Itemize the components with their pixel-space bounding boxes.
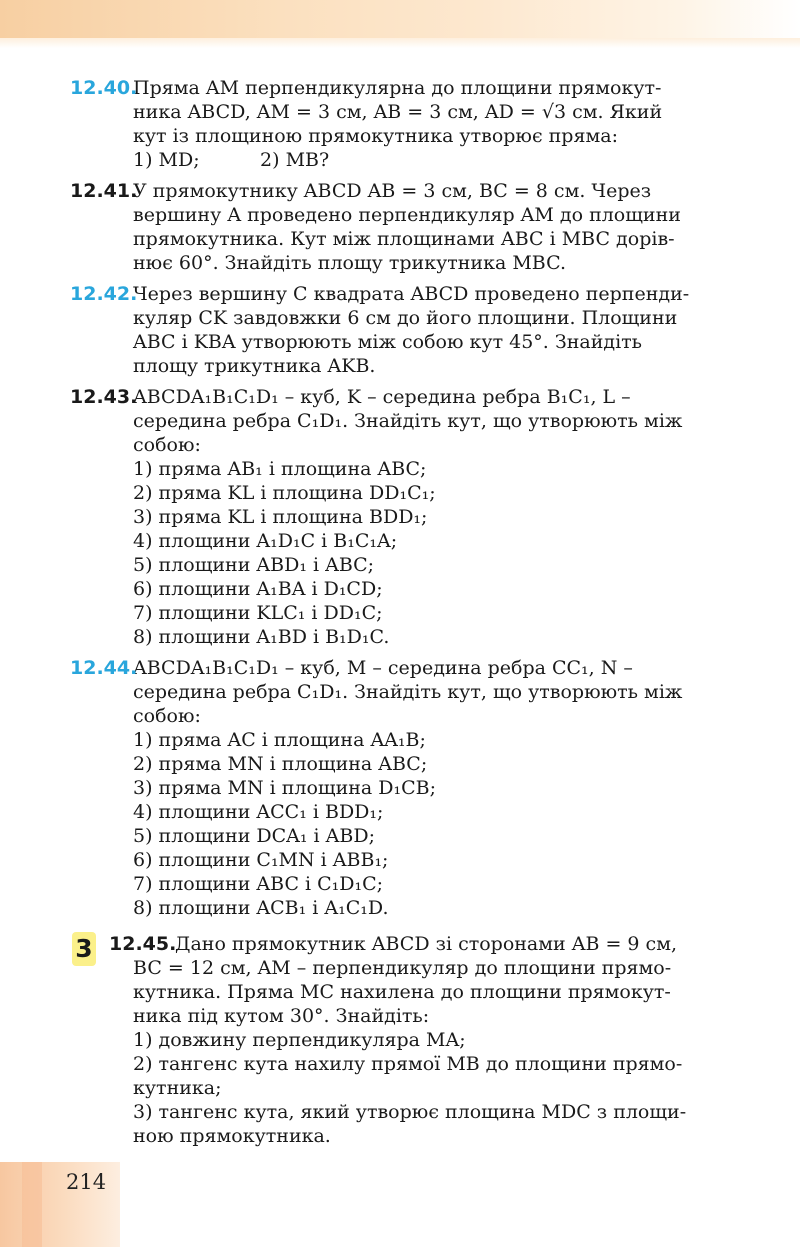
decorative-stripe (22, 1162, 42, 1247)
list-item: 3) тангенс кута, який утворює площина MDC з площи- (133, 1101, 687, 1123)
problem-text (133, 932, 724, 1148)
top-decorative-band (0, 0, 800, 38)
list-item: 8) площини ACB₁ і A₁C₁D. (133, 897, 389, 919)
problem-text (133, 179, 724, 275)
problem-12-44 (0, 656, 800, 920)
text-line: собою: (133, 705, 201, 727)
problem-number: 12.44. (70, 657, 138, 679)
list-item: 6) площини A₁BA і D₁CD; (133, 578, 383, 600)
text-line: BC = 12 см, AM – перпендикуляр до площини прямо- (133, 957, 672, 979)
problem-number: 12.40. (70, 77, 138, 99)
text-line: ника під кутом 30°. Знайдіть: (133, 1005, 430, 1027)
list-item: 1) довжину перпендикуляра MA; (133, 1029, 466, 1051)
text-line: собою: (133, 434, 201, 456)
text-line: прямокутника. Кут між площинами ABC і MBC дорів- (133, 228, 675, 250)
page-number: 214 (66, 1170, 107, 1194)
text-line: середина ребра C₁D₁. Знайдіть кут, що утворюють між (133, 681, 683, 703)
list-item: 3) пряма KL і площина BDD₁; (133, 506, 428, 528)
problem-12-41 (0, 179, 800, 275)
list-item: 4) площини ACC₁ і BDD₁; (133, 801, 384, 823)
list-item: 1) пряма AC і площина AA₁B; (133, 729, 426, 751)
page-content (0, 76, 800, 1155)
list-item: ною прямокутника. (133, 1125, 331, 1147)
problem-number: 12.43. (70, 386, 138, 408)
text-line: нює 60°. Знайдіть площу трикутника MBC. (133, 252, 567, 274)
list-item: 7) площини ABC і C₁D₁C; (133, 873, 384, 895)
list-item: 2) пряма MN і площина ABC; (133, 753, 428, 775)
problem-12-43 (0, 385, 800, 649)
text-line: ника ABCD, AM = 3 см, AB = 3 см, AD = √3 см. Який (133, 101, 663, 123)
list-item: 1) пряма AB₁ і площина ABC; (133, 458, 427, 480)
problem-number: 12.41. (70, 180, 138, 202)
difficulty-level-badge: 3 (72, 932, 96, 966)
list-item: 8) площини A₁BD і B₁D₁C. (133, 626, 390, 648)
text-line: Дано прямокутник ABCD зі сторонами AB = 9 см, (175, 933, 678, 955)
list-item: кутника; (133, 1077, 222, 1099)
text-line: куляр CK завдовжки 6 см до його площини. Площини (133, 307, 678, 329)
text-line: ABCDA₁B₁C₁D₁ – куб, M – середина ребра CC₁, N – (133, 657, 633, 679)
list-item: 5) площини DCA₁ і ABD; (133, 825, 375, 847)
problem-12-45 (0, 932, 800, 1148)
problem-text (133, 385, 724, 649)
list-item: 5) площини ABD₁ і ABC; (133, 554, 375, 576)
list-item: 2) тангенс кута нахилу прямої MB до площини прямо- (133, 1053, 683, 1075)
problem-12-40 (0, 76, 800, 172)
problem-number: 12.42. (70, 283, 138, 305)
list-item: 2) пряма KL і площина DD₁C₁; (133, 482, 436, 504)
list-item: 3) пряма MN і площина D₁CB; (133, 777, 437, 799)
text-line: ABCDA₁B₁C₁D₁ – куб, K – середина ребра B₁C₁, L – (133, 386, 631, 408)
list-item: 7) площини KLC₁ і DD₁C; (133, 602, 383, 624)
text-line: кутника. Пряма MC нахилена до площини прямокут- (133, 981, 671, 1003)
text-line: кут із площиною прямокутника утворює пряма: (133, 125, 618, 147)
list-item: 6) площини C₁MN і ABB₁; (133, 849, 389, 871)
problem-text (133, 76, 724, 172)
list-item: 4) площини A₁D₁C і B₁C₁A; (133, 530, 398, 552)
text-line: Пряма AM перпендикулярна до площини прямокут- (133, 77, 662, 99)
problem-number: 12.45. (109, 933, 177, 955)
text-line: площу трикутника AKB. (133, 355, 376, 377)
problem-text (133, 656, 724, 920)
text-line: Через вершину C квадрата ABCD проведено перпенди- (133, 283, 690, 305)
problem-text (133, 282, 724, 378)
problem-12-42 (0, 282, 800, 378)
text-line: вершину A проведено перпендикуляр AM до площини (133, 204, 681, 226)
text-line: середина ребра C₁D₁. Знайдіть кут, що утворюють між (133, 410, 683, 432)
text-line: 1) MD; 2) MB? (133, 149, 330, 171)
text-line: У прямокутнику ABCD AB = 3 см, BC = 8 см. Через (133, 180, 652, 202)
text-line: ABC і KBA утворюють між собою кут 45°. Знайдіть (133, 331, 643, 353)
